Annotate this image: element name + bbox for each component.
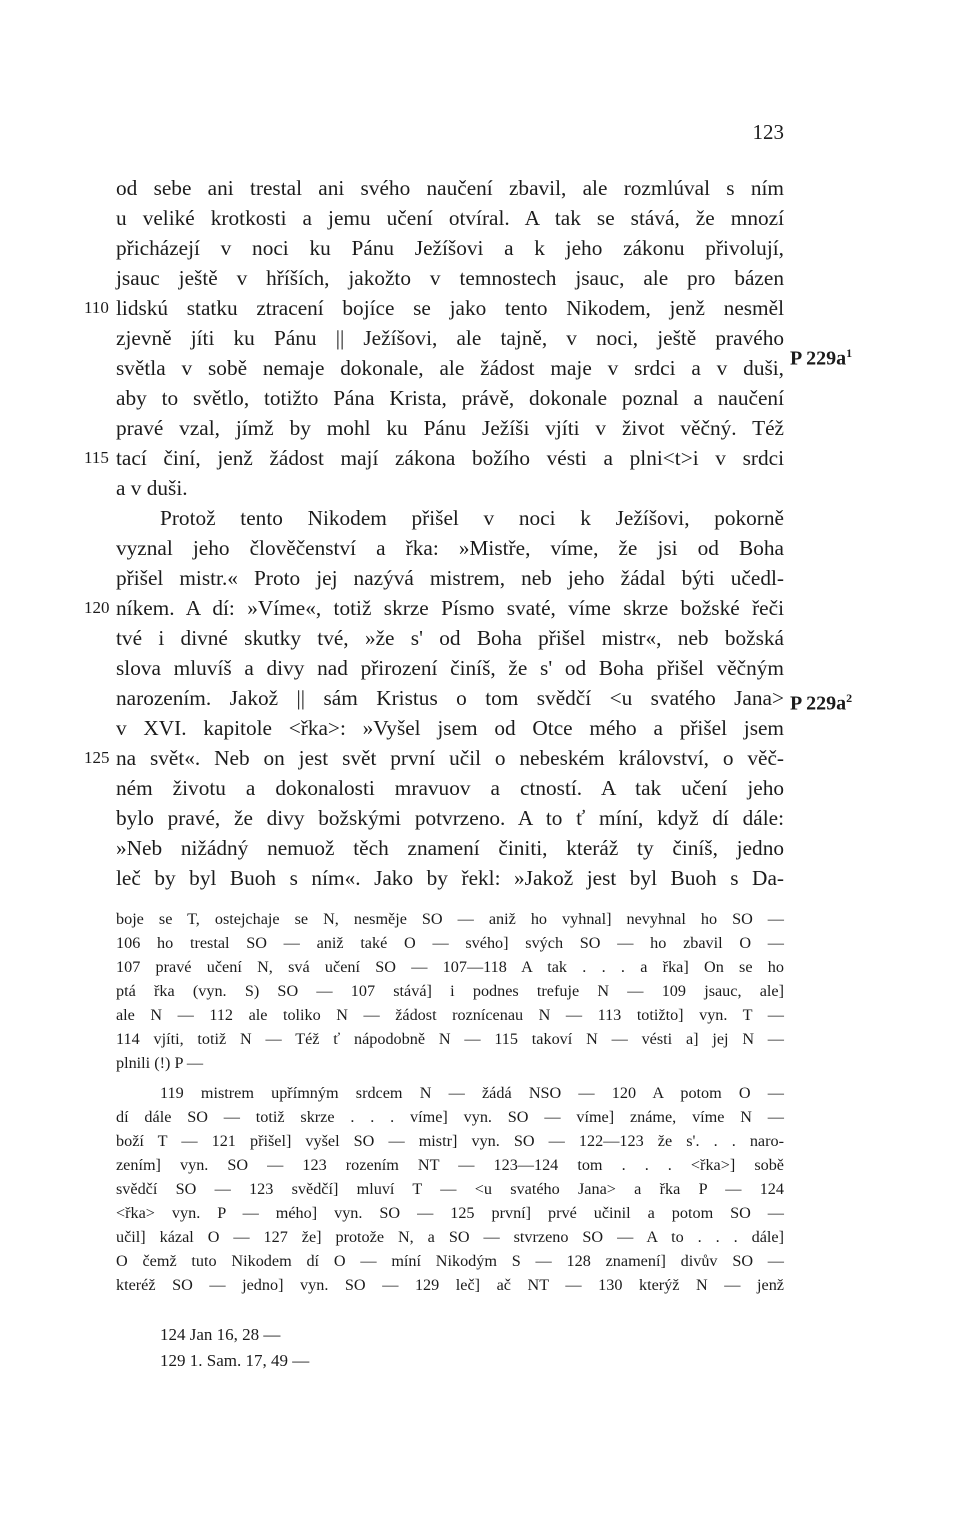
apparatus-line: O čemž tuto Nikodem dí O — míní Nikodým S — 128 znamení] divův SO — <box>116 1252 784 1270</box>
text-line: přicházejí v noci ku Pánu Ježíšovi a k jeho zákonu přivolují, <box>116 236 784 260</box>
text-line: slova mluvíš a divy nad přirození činíš, že s' od Boha přišel věčným <box>116 656 784 680</box>
text-line: zjevně jíti ku Pánu || Ježíšovi, ale tajně, v noci, ještě pravého <box>116 326 784 350</box>
text-line: světla v sobě nemaje dokonale, ale žádost maje v srdci a v duši, <box>116 356 784 380</box>
apparatus-line: boje se T, ostejchaje se N, nesměje SO — aniž ho vyhnal] nevyhnal ho SO — <box>116 910 784 928</box>
line-number-125: 125 <box>84 748 110 767</box>
apparatus-line: ptá řka (vyn. S) SO — 107 stává] i podnes trefuje N — 109 jsauc, ale] <box>116 982 784 1000</box>
text-line: »Neb nižádný nemuož těch znamení činiti, kteráž ty činíš, jedno <box>116 836 784 860</box>
text-line: ném životu a dokonalosti mravuov a ctností. A tak učení jeho <box>116 776 784 800</box>
text-line: u veliké krotkosti a jemu učení otvíral. A tak se stává, že mnozí <box>116 206 784 230</box>
apparatus-line: plnili (!) P — <box>116 1054 204 1072</box>
apparatus-line: boží T — 121 přišel] vyšel SO — mistr] vyn. SO — 122—123 že s'. . . naro- <box>116 1132 784 1150</box>
text-line: tvé i divné skutky tvé, »že s' od Boha přišel mistr«, neb božská <box>116 626 784 650</box>
text-line: níkem. A dí: »Víme«, totiž skrze Písmo svaté, víme skrze božské řeči <box>116 596 784 620</box>
text-line: lidskú statku ztracení bojíce se jako tento Nikodem, jenž nesměl <box>116 296 784 320</box>
text-line: narozením. Jakož || sám Kristus o tom svědčí <u svatého Jana> <box>116 686 784 710</box>
apparatus-line: kteréž SO — jedno] vyn. SO — 129 leč] ač NT — 130 kterýž N — jenž <box>116 1276 784 1294</box>
line-number-120: 120 <box>84 598 110 617</box>
text-line: bylo pravé, že divy božskými potvrzeno. A to ť míní, když dí dále: <box>116 806 784 830</box>
text-line: pravé vzal, jímž by mohl ku Pánu Ježíši vjíti v život věčný. Též <box>116 416 784 440</box>
text-line: tací činí, jenž žádost mají zákona božího vésti a plni<t>i v srdci <box>116 446 784 470</box>
apparatus-line: <řka> vyn. P — mého] vyn. SO — 125 první] prvé učinil a potom SO — <box>116 1204 784 1222</box>
text-line: leč by byl Buoh s ním«. Jako by řekl: »Jakož jest byl Buoh s Da- <box>116 866 784 890</box>
apparatus-line: zením] vyn. SO — 123 rozením NT — 123—124 tom . . . <řka>] sobě <box>116 1156 784 1174</box>
line-number-110: 110 <box>84 298 109 317</box>
text-line: a v duši. <box>116 476 188 500</box>
apparatus-line: dí dále SO — totiž skrze . . . víme] vyn. SO — víme] známe, víme N — <box>116 1108 784 1126</box>
apparatus-line: 107 pravé učení N, svá učení SO — 107—118 A tak . . . a řka] On se ho <box>116 958 784 976</box>
page-number: 123 <box>752 120 784 144</box>
apparatus-line: svědčí SO — 123 svědčí] mluví T — <u svatého Jana> a řka P — 124 <box>116 1180 784 1198</box>
text-line: přišel mistr.« Proto jej nazývá mistrem, neb jeho žádal býti učedl- <box>116 566 784 590</box>
apparatus-line: 114 vjíti, totiž N — Též ť nápodobně N — 115 takoví N — vésti a] jej N — <box>116 1030 784 1048</box>
source-note: 129 1. Sam. 17, 49 — <box>160 1351 310 1370</box>
margin-ref: P $229a^1$ <box>790 346 853 370</box>
source-note: 124 Jan 16, 28 — <box>160 1325 281 1344</box>
text-line: na svět«. Neb on jest svět první učil o nebeském království, o věč- <box>116 746 784 770</box>
margin-ref: P $229a^2$ <box>790 691 853 715</box>
text-line: Protož tento Nikodem přišel v noci k Ježíšovi, pokorně <box>160 506 784 530</box>
text-line: aby to světlo, totižto Pána Krista, právě, dokonale poznal a naučení <box>116 386 784 410</box>
text-line: jsauc ještě v hříších, jakožto v temnostech jsauc, ale pro bázen <box>116 266 784 290</box>
apparatus-line: ale N — 112 ale toliko N — žádost roznícenau N — 113 totižto] vyn. T — <box>116 1006 784 1024</box>
apparatus-line: 119 mistrem upřímným srdcem N — žádá NSO — 120 A potom O — <box>160 1084 784 1102</box>
apparatus-line: 106 ho trestal SO — aniž také O — svého] svých SO — ho zbavil O — <box>116 934 784 952</box>
text-line: v XVI. kapitole <řka>: »Vyšel jsem od Otce mého a přišel jsem <box>116 716 784 740</box>
line-number-115: 115 <box>84 448 109 467</box>
text-line: od sebe ani trestal ani svého naučení zbavil, ale rozmlúval s ním <box>116 176 784 200</box>
text-line: vyznal jeho člověčenství a řka: »Mistře, víme, že jsi od Boha <box>116 536 784 560</box>
apparatus-line: učil] kázal O — 127 že] protože N, a SO — stvrzeno SO — A to . . . dále] <box>116 1228 784 1246</box>
